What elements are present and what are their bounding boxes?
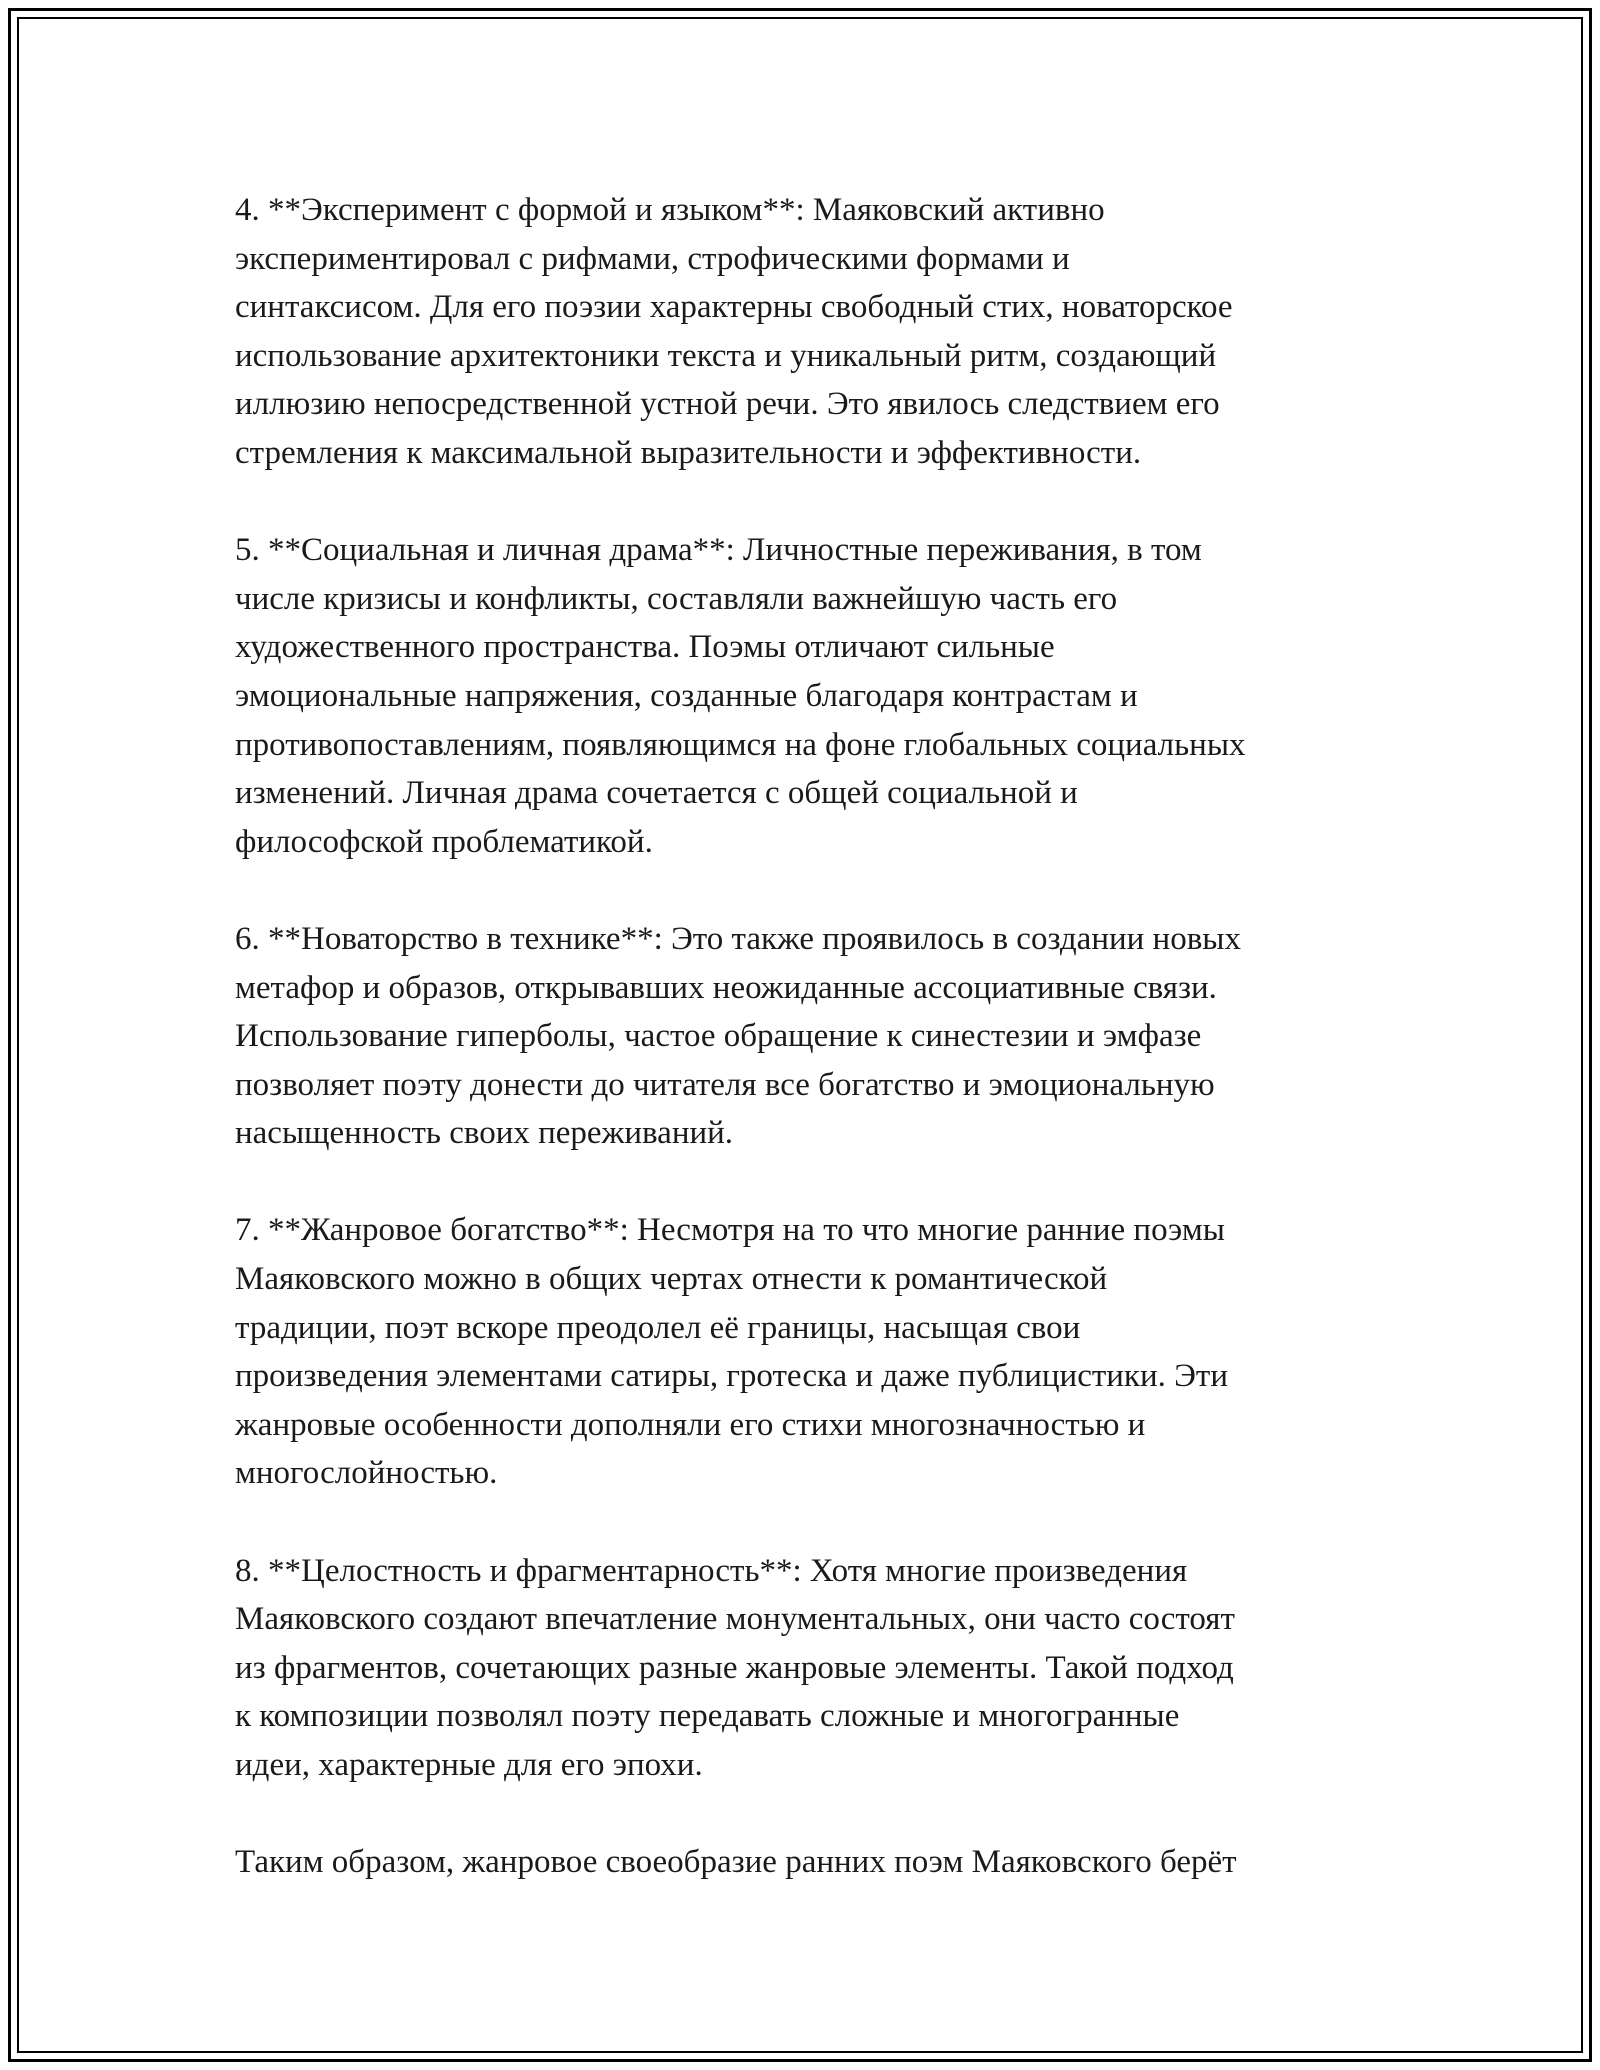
text-line: 8. **Целостность и фрагментарность**: Хотя многие произведения: [235, 1552, 1188, 1589]
text-line: Использование гиперболы, частое обращение к синестезии и эмфазе: [235, 1018, 1202, 1055]
text-line: идеи, характерные для его эпохи.: [235, 1747, 703, 1783]
document-body: [235, 186, 1375, 1935]
paragraph-4: [235, 186, 1375, 478]
paragraph-6: [235, 915, 1375, 1158]
paragraph-5: [235, 526, 1375, 866]
text-line: традиции, поэт вскоре преодолел её границы, насыщая свои: [235, 1309, 1081, 1346]
text-line: экспериментировал с рифмами, строфическими формами и: [235, 240, 1070, 277]
text-line: насыщенность своих переживаний.: [235, 1115, 734, 1152]
text-line: к композиции позволял поэту передавать сложные и многогранные: [235, 1698, 1180, 1735]
paragraph-8: [235, 1547, 1375, 1790]
text-line: иллюзию непосредственной устной речи. Это явилось следствием его: [235, 386, 1220, 423]
text-line: 6. **Новаторство в технике**: Это также проявилось в создании новых: [235, 920, 1241, 957]
text-line: 7. **Жанровое богатство**: Несмотря на то что многие ранние поэмы: [235, 1212, 1225, 1249]
text-line: метафор и образов, открывавших неожиданные ассоциативные связи.: [235, 969, 1217, 1006]
text-line: изменений. Личная драма сочетается с общей социальной и: [235, 775, 1078, 812]
text-line: 4. **Эксперимент с формой и языком**: Маяковский активно: [235, 192, 1105, 228]
text-line: многослойностью.: [235, 1455, 498, 1492]
text-line: синтаксисом. Для его поэзии характерны свободный стих, новаторское: [235, 289, 1233, 326]
text-line: Маяковского создают впечатление монументальных, они часто состоят: [235, 1601, 1235, 1638]
text-line: эмоциональные напряжения, созданные благодаря контрастам и: [235, 677, 1138, 714]
text-line: числе кризисы и конфликты, составляли важнейшую часть его: [235, 580, 1118, 617]
text-line: Маяковского можно в общих чертах отнести к романтической: [235, 1261, 1108, 1298]
text-line: позволяет поэту донести до читателя все богатство и эмоциональную: [235, 1066, 1215, 1103]
text-line: философской проблематикой.: [235, 823, 653, 860]
text-line: 5. **Социальная и личная драма**: Личностные переживания, в том: [235, 532, 1202, 569]
text-line: противопоставлениям, появляющимся на фоне глобальных социальных: [235, 726, 1246, 763]
text-line: художественного пространства. Поэмы отличают сильные: [235, 629, 1055, 666]
text-line: жанровые особенности дополняли его стихи многозначностью и: [235, 1406, 1146, 1443]
text-line: из фрагментов, сочетающих разные жанровые элементы. Такой подход: [235, 1649, 1234, 1686]
text-line: Таким образом, жанровое своеобразие ранних поэм Маяковского берёт: [235, 1844, 1237, 1881]
paragraph-conclusion: [235, 1838, 1375, 1887]
text-line: использование архитектоники текста и уникальный ритм, создающий: [235, 337, 1217, 374]
text-line: стремления к максимальной выразительности и эффективности.: [235, 434, 1142, 471]
paragraph-7: [235, 1206, 1375, 1498]
text-line: произведения элементами сатиры, гротеска и даже публицистики. Эти: [235, 1358, 1228, 1395]
